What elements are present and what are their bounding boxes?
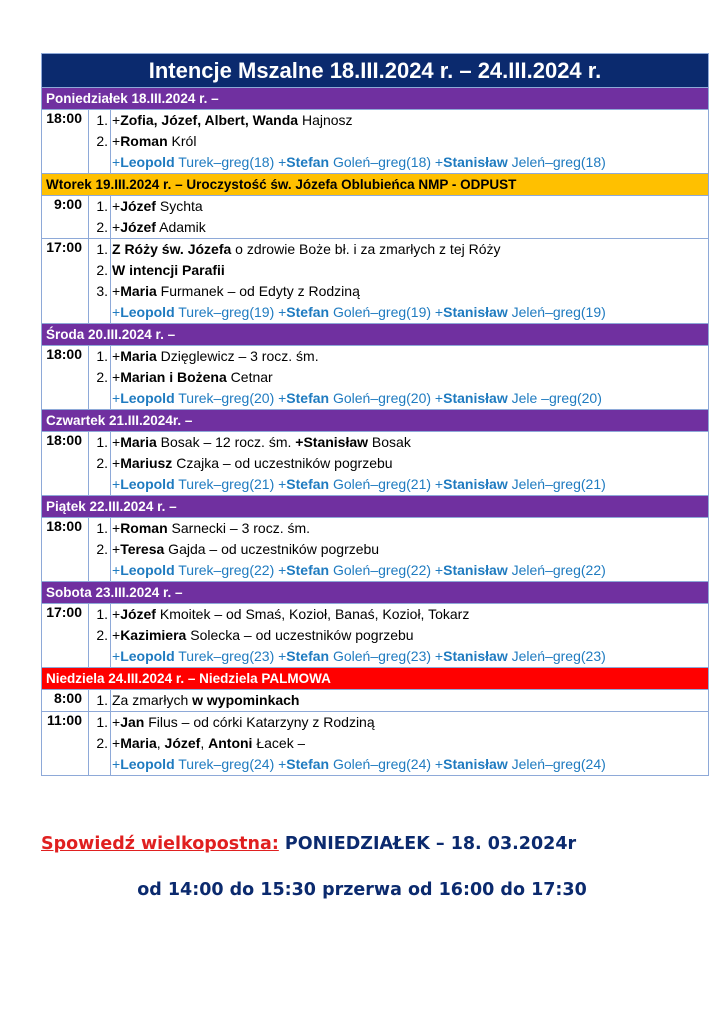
- intention-row: [89, 604, 708, 625]
- name-bold: Józef: [120, 198, 156, 214]
- gregorian-row: [89, 152, 708, 173]
- name-bold: Stanisław: [443, 648, 508, 664]
- intention-row: [89, 712, 708, 733]
- text-part: +: [112, 219, 121, 235]
- text-part: +: [112, 648, 121, 664]
- intention-text: [111, 733, 305, 754]
- intention-text: [111, 560, 606, 581]
- name-bold: Stefan: [286, 390, 330, 406]
- text-part: Goleń–greg(24) +: [329, 756, 444, 772]
- gregorian-row: [89, 560, 708, 581]
- intention-list: [89, 239, 708, 323]
- intention-row: [89, 453, 708, 474]
- name-bold: Roman: [120, 133, 168, 149]
- intention-number: 2.: [89, 260, 111, 281]
- intention-text: [111, 712, 375, 733]
- confession-label: Spowiedź wielkopostna:: [41, 834, 279, 854]
- name-bold: Zofia, Józef, Albert, Wanda: [120, 112, 299, 128]
- intention-text: [111, 625, 414, 646]
- name-bold: Józef: [120, 219, 156, 235]
- text-part: +: [112, 455, 121, 471]
- name-bold: w wypominkach: [192, 692, 300, 708]
- text-part: +: [112, 756, 121, 772]
- name-bold: Maria: [120, 283, 157, 299]
- name-bold: Leopold: [120, 648, 175, 664]
- intention-text: [111, 152, 606, 173]
- text-part: Solecka – od uczestników pogrzebu: [186, 627, 414, 643]
- text-part: Furmanek – od Edyty z Rodziną: [156, 283, 360, 299]
- text-part: Jeleń–greg(21): [507, 476, 606, 492]
- intention-row: [89, 110, 708, 131]
- day-header: Sobota 23.III.2024 r. –: [42, 581, 708, 603]
- intention-number: 1.: [89, 518, 111, 539]
- intention-row: [89, 196, 708, 217]
- intention-list: [89, 110, 708, 173]
- intention-text: [111, 539, 379, 560]
- intention-text: [111, 302, 606, 323]
- text-part: +: [112, 434, 121, 450]
- name-bold: +Stanisław: [295, 434, 369, 450]
- text-part: ,: [156, 735, 165, 751]
- mass-slot: [42, 689, 708, 711]
- intention-number: 2.: [89, 733, 111, 754]
- intention-text: [111, 131, 196, 152]
- mass-slot: [42, 517, 708, 581]
- intention-number: 1.: [89, 239, 111, 260]
- day-header: Niedziela 24.III.2024 r. – Niedziela PALMOWA: [42, 667, 708, 689]
- name-bold: Stefan: [286, 756, 330, 772]
- mass-slot: [42, 195, 708, 238]
- intention-number: 2.: [89, 453, 111, 474]
- text-part: Jeleń–greg(23): [507, 648, 606, 664]
- confession-line: [41, 834, 701, 854]
- text-part: Dzięglewicz – 3 rocz. śm.: [156, 348, 319, 364]
- text-part: Turek–greg(18) +: [174, 154, 287, 170]
- name-bold: Stanisław: [443, 476, 508, 492]
- text-part: Goleń–greg(22) +: [329, 562, 444, 578]
- text-part: Turek–greg(23) +: [174, 648, 287, 664]
- text-part: o zdrowie Boże bł. i za zmarłych z tej Róży: [231, 241, 501, 257]
- text-part: ,: [200, 735, 209, 751]
- intention-row: [89, 367, 708, 388]
- intention-row: [89, 539, 708, 560]
- intention-text: [111, 646, 606, 667]
- name-bold: Maria: [120, 434, 157, 450]
- intention-row: [89, 518, 708, 539]
- intention-number: 1.: [89, 110, 111, 131]
- text-part: Łacek –: [252, 735, 306, 751]
- name-bold: Stefan: [286, 476, 330, 492]
- name-bold: Teresa: [120, 541, 165, 557]
- text-part: Kmoitek – od Smaś, Kozioł, Banaś, Kozioł, Tokarz: [155, 606, 470, 622]
- name-bold: Leopold: [120, 154, 175, 170]
- gregorian-row: [89, 388, 708, 409]
- text-part: +: [112, 714, 121, 730]
- gregorian-row: [89, 646, 708, 667]
- intention-number: 1.: [89, 712, 111, 733]
- intention-number: 3.: [89, 281, 111, 302]
- intention-text: [111, 432, 411, 453]
- day-header: Wtorek 19.III.2024 r. – Uroczystość św. Józefa Oblubieńca NMP - ODPUST: [42, 173, 708, 195]
- days-container: [42, 87, 708, 775]
- text-part: +: [112, 133, 121, 149]
- intention-number: [89, 560, 111, 581]
- intention-number: [89, 474, 111, 495]
- intention-text: [111, 518, 310, 539]
- intention-text: [111, 346, 319, 367]
- intention-text: [111, 474, 606, 495]
- text-part: +: [112, 154, 121, 170]
- text-part: +: [112, 735, 121, 751]
- text-part: Goleń–greg(20) +: [329, 390, 444, 406]
- mass-slot: [42, 711, 708, 775]
- mass-time: 17:00: [42, 604, 89, 667]
- intention-number: 1.: [89, 604, 111, 625]
- name-bold: Józef: [164, 735, 201, 751]
- intention-row: [89, 260, 708, 281]
- gregorian-row: [89, 302, 708, 323]
- mass-slot: [42, 603, 708, 667]
- intention-list: [89, 346, 708, 409]
- text-part: Jeleń–greg(22): [507, 562, 606, 578]
- text-part: +: [112, 369, 121, 385]
- intention-row: [89, 281, 708, 302]
- intention-text: [111, 110, 353, 131]
- name-bold: Roman: [120, 520, 168, 536]
- intention-number: 1.: [89, 196, 111, 217]
- text-part: Jele –greg(20): [507, 390, 602, 406]
- gregorian-row: [89, 474, 708, 495]
- name-bold: Antoni: [208, 735, 253, 751]
- day-header: Środa 20.III.2024 r. –: [42, 323, 708, 345]
- intention-number: [89, 388, 111, 409]
- name-bold: Maria: [120, 735, 157, 751]
- text-part: Goleń–greg(19) +: [329, 304, 444, 320]
- mass-time: 18:00: [42, 110, 89, 173]
- text-part: Adamik: [155, 219, 206, 235]
- name-bold: Marian i Bożena: [120, 369, 227, 385]
- text-part: Filus – od córki Katarzyny z Rodziną: [144, 714, 375, 730]
- intention-list: [89, 712, 708, 775]
- mass-time: 17:00: [42, 239, 89, 323]
- name-bold: Jan: [120, 714, 145, 730]
- intention-text: [111, 367, 273, 388]
- text-part: +: [112, 283, 121, 299]
- intention-number: 2.: [89, 367, 111, 388]
- intention-text: [111, 453, 393, 474]
- text-part: Goleń–greg(23) +: [329, 648, 444, 664]
- intention-row: [89, 625, 708, 646]
- text-part: +: [112, 476, 121, 492]
- text-part: Jeleń–greg(24): [507, 756, 606, 772]
- intention-number: [89, 152, 111, 173]
- intention-text: [111, 217, 206, 238]
- text-part: Gajda – od uczestników pogrzebu: [164, 541, 380, 557]
- mass-time: 18:00: [42, 432, 89, 495]
- day-header: Piątek 22.III.2024 r. –: [42, 495, 708, 517]
- name-bold: Stanisław: [443, 562, 508, 578]
- name-bold: Stanisław: [443, 390, 508, 406]
- name-bold: Mariusz: [120, 455, 173, 471]
- intention-row: [89, 346, 708, 367]
- intention-row: [89, 131, 708, 152]
- text-part: +: [112, 304, 121, 320]
- intention-text: [111, 604, 469, 625]
- name-bold: Leopold: [120, 304, 175, 320]
- intention-row: [89, 217, 708, 238]
- name-bold: Stanisław: [443, 304, 508, 320]
- intention-number: 1.: [89, 432, 111, 453]
- day-header: Czwartek 21.III.2024r. –: [42, 409, 708, 431]
- page-title: Intencje Mszalne 18.III.2024 r. – 24.III.2024 r.: [42, 54, 708, 87]
- text-part: Bosak: [368, 434, 411, 450]
- name-bold: Leopold: [120, 562, 175, 578]
- text-part: +: [112, 627, 121, 643]
- intention-row: [89, 733, 708, 754]
- intention-list: [89, 518, 708, 581]
- text-part: Bosak – 12 rocz. śm.: [156, 434, 296, 450]
- text-part: Turek–greg(24) +: [174, 756, 287, 772]
- intention-list: [89, 690, 708, 711]
- intention-text: [111, 260, 225, 281]
- text-part: +: [112, 606, 121, 622]
- text-part: Sarnecki – 3 rocz. śm.: [167, 520, 311, 536]
- name-bold: Z Róży św. Józefa: [112, 241, 232, 257]
- intention-row: [89, 239, 708, 260]
- name-bold: Stefan: [286, 304, 330, 320]
- name-bold: Leopold: [120, 476, 175, 492]
- name-bold: Leopold: [120, 390, 175, 406]
- intention-number: 2.: [89, 217, 111, 238]
- intention-text: [111, 196, 203, 217]
- text-part: Turek–greg(19) +: [174, 304, 287, 320]
- text-part: Goleń–greg(18) +: [329, 154, 444, 170]
- name-bold: Stanisław: [443, 154, 508, 170]
- confession-date: PONIEDZIAŁEK – 18. 03.2024r: [278, 834, 577, 854]
- text-part: +: [112, 198, 121, 214]
- text-part: Czajka – od uczestników pogrzebu: [172, 455, 393, 471]
- text-part: Jeleń–greg(18): [507, 154, 606, 170]
- intention-text: [111, 281, 360, 302]
- intention-text: [111, 239, 501, 260]
- name-bold: Stanisław: [443, 756, 508, 772]
- name-bold: Stefan: [286, 562, 330, 578]
- intention-number: 1.: [89, 690, 111, 711]
- intention-number: 2.: [89, 131, 111, 152]
- text-part: +: [112, 112, 121, 128]
- mass-time: 9:00: [42, 196, 89, 238]
- text-part: Turek–greg(20) +: [174, 390, 287, 406]
- name-bold: Stefan: [286, 648, 330, 664]
- name-bold: Kazimiera: [120, 627, 187, 643]
- intention-number: [89, 302, 111, 323]
- name-bold: Stefan: [286, 154, 330, 170]
- name-bold: Józef: [120, 606, 156, 622]
- mass-slot: [42, 345, 708, 409]
- mass-slot: [42, 431, 708, 495]
- text-part: Jeleń–greg(19): [507, 304, 606, 320]
- text-part: +: [112, 520, 121, 536]
- text-part: Goleń–greg(21) +: [329, 476, 444, 492]
- text-part: Turek–greg(22) +: [174, 562, 287, 578]
- text-part: Sychta: [155, 198, 203, 214]
- intention-text: [111, 388, 602, 409]
- intention-number: 2.: [89, 625, 111, 646]
- intention-list: [89, 432, 708, 495]
- name-bold: Maria: [120, 348, 157, 364]
- gregorian-row: [89, 754, 708, 775]
- intention-number: 1.: [89, 346, 111, 367]
- text-part: Hajnosz: [298, 112, 353, 128]
- intention-number: 2.: [89, 539, 111, 560]
- intention-list: [89, 604, 708, 667]
- text-part: +: [112, 390, 121, 406]
- confession-hours: od 14:00 do 15:30 przerwa od 16:00 do 17:30: [137, 880, 587, 900]
- mass-time: 18:00: [42, 518, 89, 581]
- text-part: Cetnar: [226, 369, 273, 385]
- name-bold: Leopold: [120, 756, 175, 772]
- day-header: Poniedziałek 18.III.2024 r. –: [42, 87, 708, 109]
- intention-text: [111, 690, 299, 711]
- intentions-table: [41, 53, 709, 776]
- text-part: Turek–greg(21) +: [174, 476, 287, 492]
- mass-slot: [42, 238, 708, 323]
- intention-number: [89, 646, 111, 667]
- intention-number: [89, 754, 111, 775]
- intention-row: [89, 432, 708, 453]
- name-bold: W intencji Parafii: [112, 262, 225, 278]
- intention-list: [89, 196, 708, 238]
- intention-row: [89, 690, 708, 711]
- mass-time: 18:00: [42, 346, 89, 409]
- text-part: Za zmarłych: [112, 692, 193, 708]
- text-part: +: [112, 562, 121, 578]
- intention-text: [111, 754, 606, 775]
- mass-time: 11:00: [42, 712, 89, 775]
- mass-time: 8:00: [42, 690, 89, 711]
- text-part: +: [112, 348, 121, 364]
- mass-slot: [42, 109, 708, 173]
- text-part: +: [112, 541, 121, 557]
- text-part: Król: [167, 133, 197, 149]
